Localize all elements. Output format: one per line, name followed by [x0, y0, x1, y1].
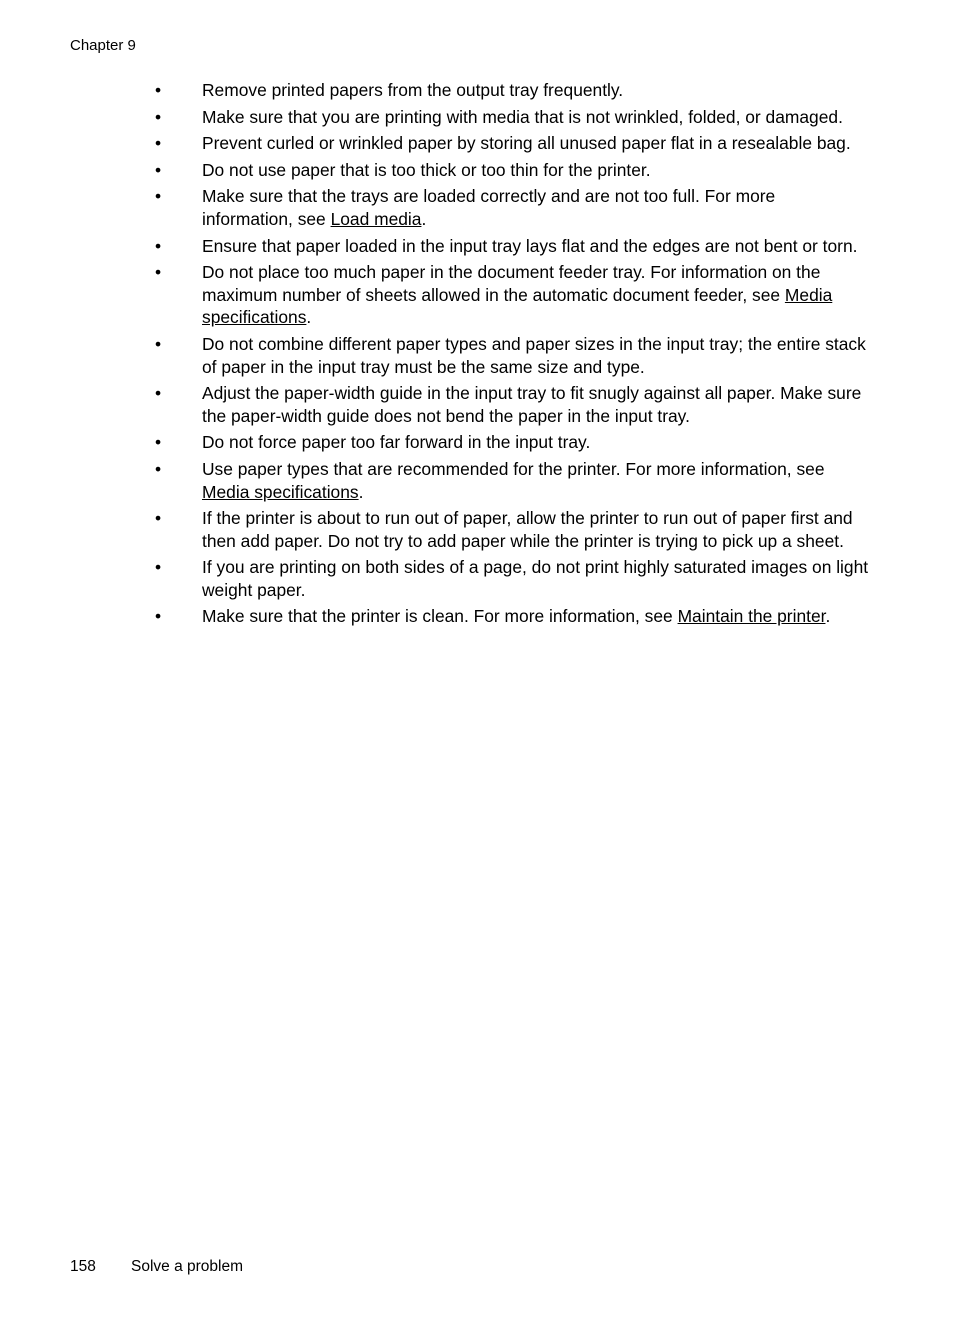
page-number: 158	[70, 1258, 96, 1275]
list-item-text-segment: Do not use paper that is too thick or too thin for the printer.	[202, 159, 651, 180]
chapter-header: Chapter 9	[70, 37, 136, 54]
bullet-mark: •	[155, 383, 162, 404]
bullet-mark: •	[155, 159, 162, 180]
list-item-text	[202, 262, 832, 327]
list-item-text-segment: Do not place too much paper in the document feeder tray. For information on the maximum number of sheets allowed in the automatic document feeder, see	[202, 262, 821, 305]
list-item	[155, 333, 870, 378]
bullet-mark: •	[155, 186, 162, 207]
list-item	[155, 507, 870, 552]
bullet-mark: •	[155, 333, 162, 354]
cross-reference-link[interactable]: Media specifications	[202, 481, 359, 502]
list-item-text-segment: .	[421, 208, 427, 229]
footer-section-title: Solve a problem	[131, 1258, 244, 1275]
bullet-mark: •	[155, 133, 162, 154]
bullet-mark: •	[155, 508, 162, 529]
list-item-text-segment: Adjust the paper-width guide in the input tray to fit snugly against all paper. Make sure the paper-width guide does not bend the paper in the input tray.	[202, 383, 862, 426]
list-item-text-segment: Do not combine different paper types and paper sizes in the input tray; the entire stack of paper in the input tray must be the same size and type.	[202, 333, 866, 377]
list-item-text-segment: .	[306, 307, 312, 328]
list-item	[155, 106, 870, 129]
list-item-text-segment: Use paper types that are recommended for the printer. For more information, see	[202, 458, 825, 479]
bullet-mark: •	[155, 235, 162, 256]
list-item	[155, 132, 870, 155]
list-item	[155, 261, 870, 329]
list-item-text	[202, 186, 775, 229]
cross-reference-link[interactable]: Maintain the printer	[677, 606, 826, 627]
list-item-text	[202, 133, 851, 153]
list-item	[155, 556, 870, 601]
list-item-text	[202, 459, 825, 502]
bullet-mark: •	[155, 606, 162, 627]
list-item-text	[202, 508, 853, 551]
bullet-mark: •	[155, 106, 162, 127]
list-item	[155, 185, 870, 230]
list-item	[155, 382, 870, 427]
list-item-text-segment: Make sure that the trays are loaded correctly and are not too full. For more information, see	[202, 186, 776, 229]
list-item-text	[202, 107, 843, 127]
list-item-text-segment: Make sure that you are printing with media that is not wrinkled, folded, or damaged.	[202, 106, 843, 127]
list-item-text	[202, 160, 651, 180]
list-item-text-segment: Remove printed papers from the output tray frequently.	[202, 80, 624, 100]
list-item-text-segment: .	[358, 481, 364, 502]
list-item	[155, 235, 870, 258]
list-item-text	[202, 383, 861, 426]
bullet-list	[155, 79, 870, 632]
cross-reference-link[interactable]: Load media	[330, 208, 422, 229]
list-item-text	[202, 80, 623, 100]
list-item	[155, 79, 870, 102]
list-item-text-segment: Do not force paper too far forward in the input tray.	[202, 432, 591, 453]
list-item-text	[202, 432, 590, 452]
list-item	[155, 458, 870, 503]
list-item	[155, 605, 870, 628]
list-item	[155, 431, 870, 454]
cross-reference-link[interactable]: Media specifications	[202, 284, 833, 328]
list-item-text-segment: .	[825, 606, 831, 627]
list-item-text	[202, 606, 830, 626]
bullet-mark: •	[155, 557, 162, 578]
bullet-mark: •	[155, 80, 162, 100]
list-item-text-segment: If you are printing on both sides of a page, do not print highly saturated images on light weight paper.	[202, 557, 869, 600]
list-item-text-segment: Ensure that paper loaded in the input tray lays flat and the edges are not bent or torn.	[202, 235, 858, 256]
bullet-mark: •	[155, 432, 162, 453]
list-item	[155, 159, 870, 182]
bullet-mark: •	[155, 458, 162, 479]
list-item-text	[202, 557, 868, 600]
list-item-text	[202, 334, 866, 377]
page-footer	[70, 1257, 243, 1276]
list-item-text-segment: Make sure that the printer is clean. For more information, see	[202, 606, 678, 627]
list-item-text-segment: Prevent curled or wrinkled paper by storing all unused paper flat in a resealable bag.	[202, 133, 851, 154]
bullet-mark: •	[155, 262, 162, 283]
list-item-text-segment: If the printer is about to run out of paper, allow the printer to run out of paper first and then add paper. Do not try to add paper while the printer is trying to pick up a sheet.	[202, 508, 853, 551]
list-item-text	[202, 236, 857, 256]
